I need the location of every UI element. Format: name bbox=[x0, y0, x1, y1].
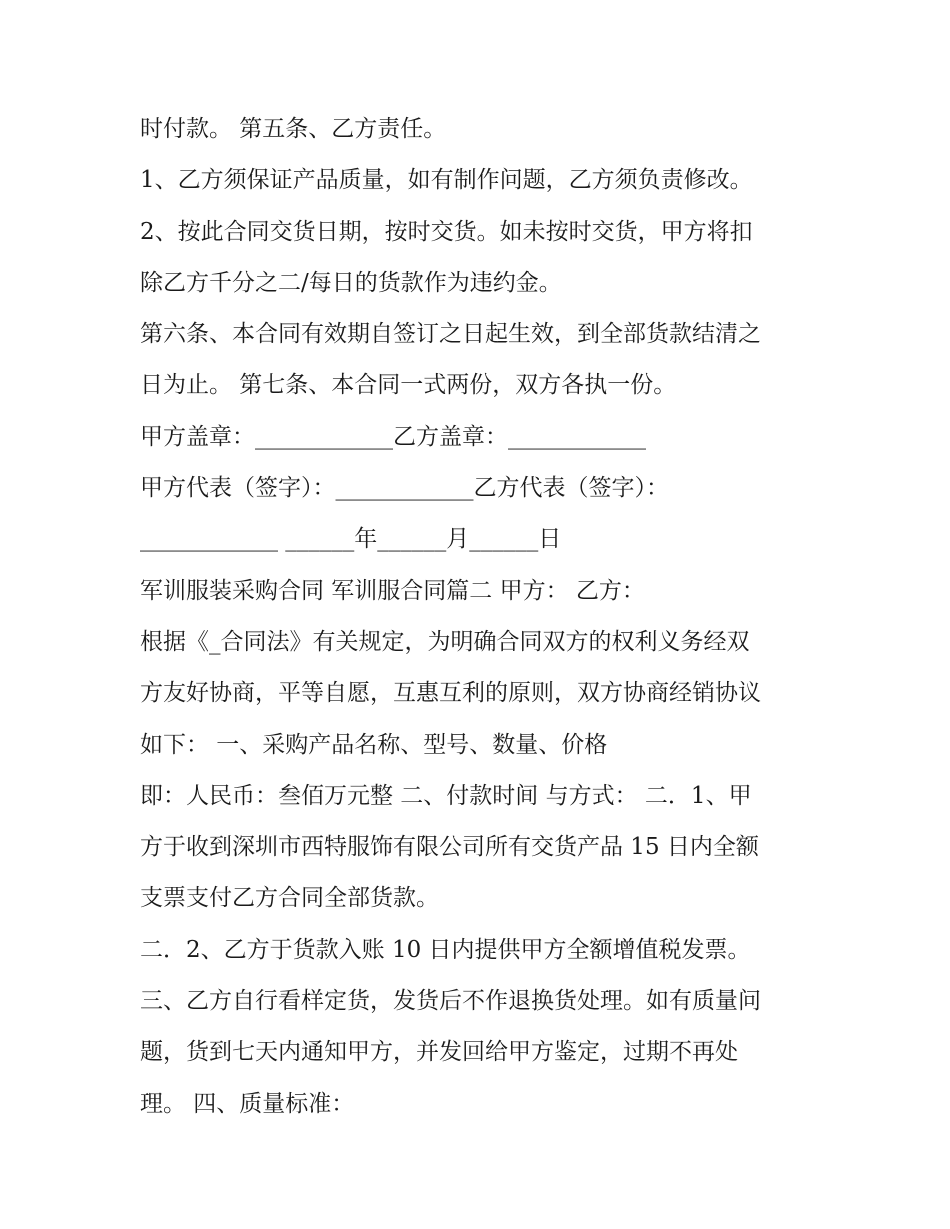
text-line: 除乙方千分之二/每日的货款作为违约金。 bbox=[140, 269, 562, 296]
signature-line: 甲方代表（签字）：____________乙方代表（签字）： bbox=[140, 475, 669, 502]
text-line: 三、乙方自行看样定货，发货后不作退换货处理。如有质量问 bbox=[140, 988, 761, 1015]
text-line: 2、按此合同交货日期，按时交货。如未按时交货，甲方将扣 bbox=[140, 218, 753, 245]
text-line: 第六条、本合同有效期自签订之日起生效，到全部货款结清之 bbox=[140, 321, 761, 348]
text-line: 时付款。 第五条、乙方责任。 bbox=[140, 116, 447, 142]
text-line: 理。 四、质量标准： bbox=[140, 1090, 355, 1117]
text-line: 1、乙方须保证产品质量，如有制作问题，乙方须负责修改。 bbox=[140, 167, 753, 194]
text-line: 方于收到深圳市西特服饰有限公司所有交货产品 15 日内全额 bbox=[140, 834, 759, 861]
text-line: 支票支付乙方合同全部货款。 bbox=[140, 885, 439, 912]
text-line: 二．2、乙方于货款入账 10 日内提供甲方全额增值税发票。 bbox=[140, 936, 751, 963]
text-line: 方友好协商，平等自愿，互惠互利的原则，双方协商经销协议 bbox=[140, 680, 761, 707]
text-line: 题，货到七天内通知甲方，并发回给甲方鉴定，过期不再处 bbox=[140, 1039, 738, 1066]
text-line: 日为止。 第七条、本合同一式两份，双方各执一份。 bbox=[140, 372, 677, 399]
section-heading: 军训服装采购合同 军训服合同篇二 甲方： 乙方： bbox=[140, 577, 645, 604]
document-body bbox=[140, 104, 830, 1130]
text-line: 如下： 一、采购产品名称、型号、数量、价格 bbox=[140, 731, 608, 758]
date-line: ____________ ______年______月______日 bbox=[140, 526, 562, 553]
seal-line: 甲方盖章：____________乙方盖章：____________ bbox=[140, 423, 646, 450]
text-line: 即：人民币：叁佰万元整 二、付款时间 与方式： 二．1、甲 bbox=[140, 782, 752, 809]
text-line: 根据《_合同法》有关规定，为明确合同双方的权利义务经双 bbox=[140, 628, 750, 655]
